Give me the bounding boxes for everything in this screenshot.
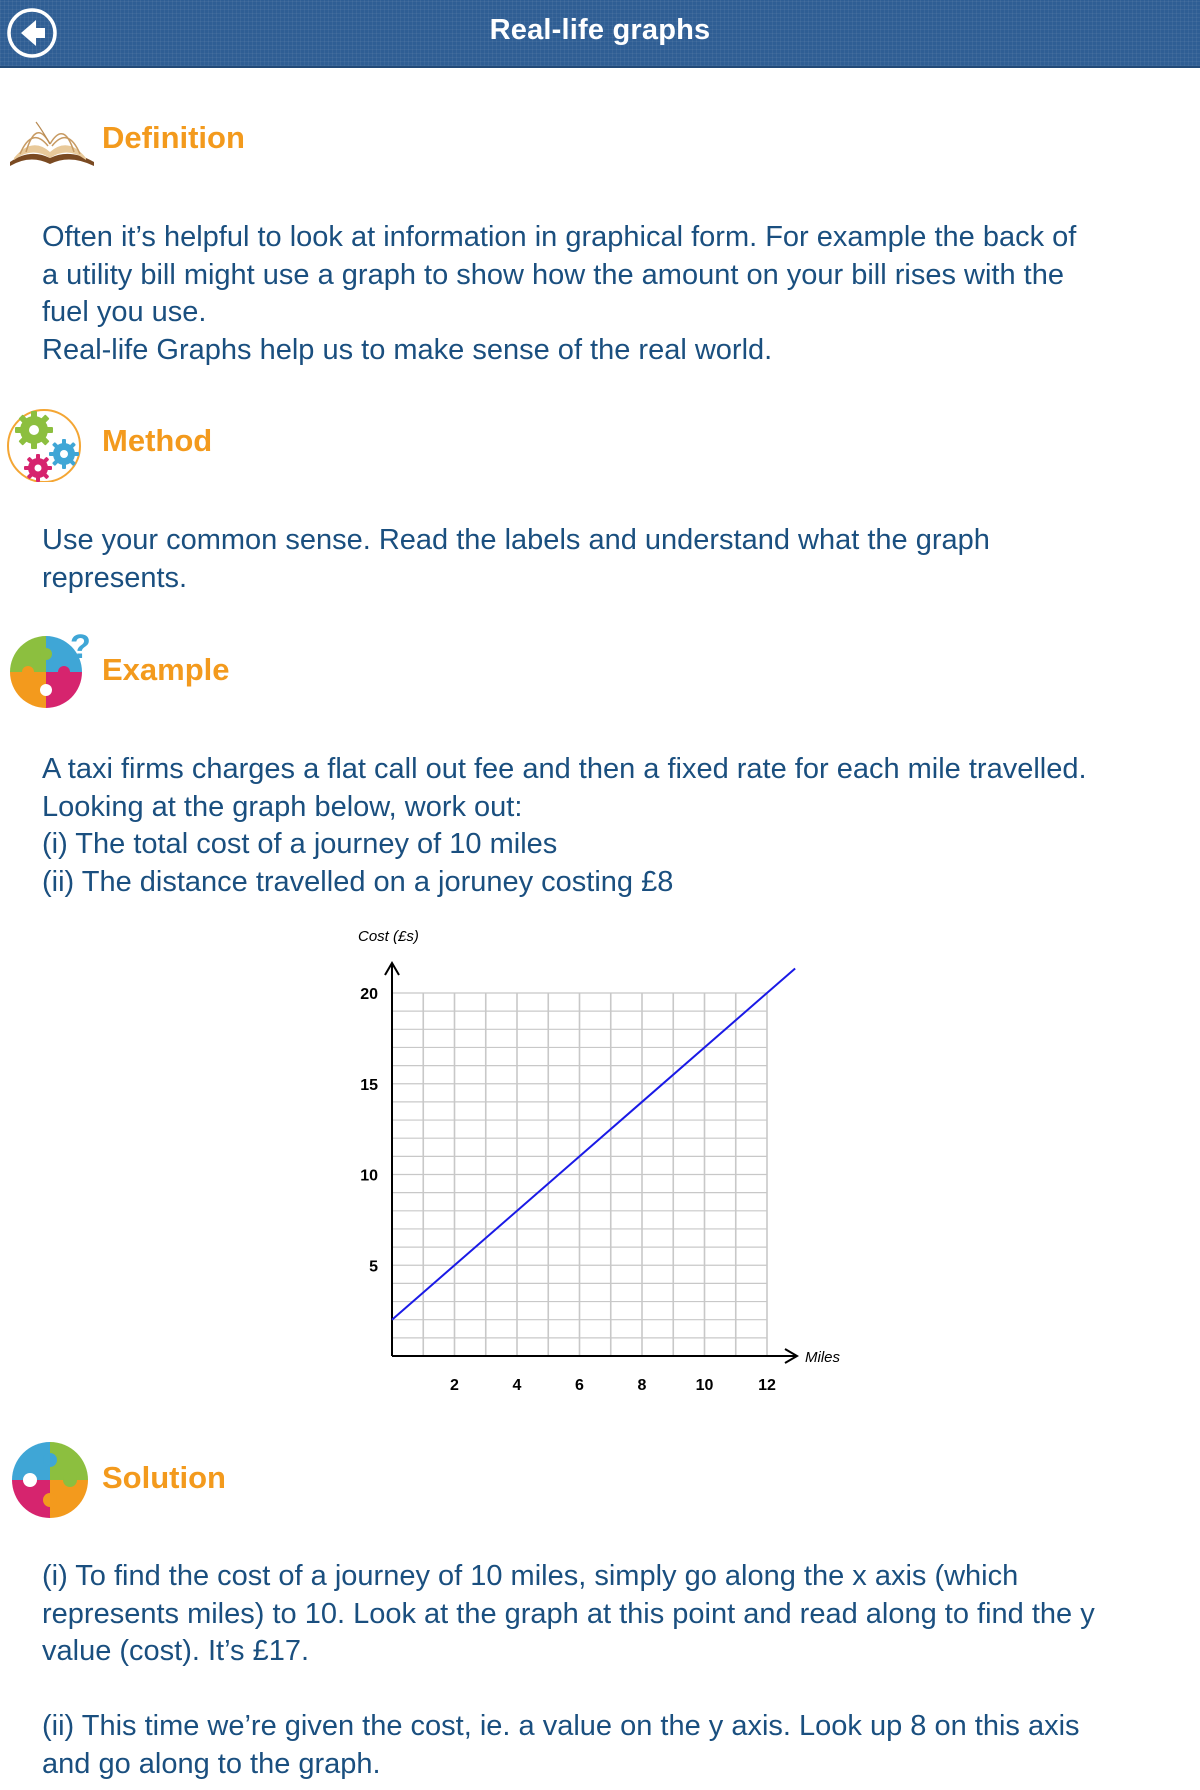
y-tick-label: 10 (360, 1167, 378, 1185)
y-tick-label: 20 (360, 986, 378, 1003)
x-axis-label: Miles (805, 1349, 841, 1366)
example-text (42, 751, 1192, 901)
x-tick-label: 12 (758, 1377, 776, 1394)
method-title: Method (102, 423, 213, 458)
cost-miles-graph (340, 925, 860, 1395)
text-line: and go along to the graph. (42, 1747, 381, 1780)
page-title: Real-life graphs (489, 14, 711, 46)
x-tick-label: 10 (695, 1377, 714, 1394)
text-line: Use your common sense. Read the labels and understand what the graph (42, 524, 990, 556)
solution-text-part-1 (42, 1558, 1192, 1671)
text-line: represents. (42, 561, 188, 594)
x-tick-label: 8 (637, 1377, 647, 1394)
series-line (392, 968, 795, 1319)
text-line: (ii) The distance travelled on a joruney costing £8 (42, 865, 674, 898)
puzzle-question-icon (6, 630, 94, 710)
svg-text:?: ? (70, 630, 91, 666)
method-header (0, 402, 1200, 482)
open-book-icon (6, 100, 94, 180)
text-line: value (cost). It’s £17. (42, 1635, 310, 1667)
text-line: a utility bill might use a graph to show how the amount on your bill rises with the (42, 258, 1064, 291)
definition-header (0, 100, 1200, 180)
text-line: (i) The total cost of a journey of 10 miles (42, 828, 558, 860)
solution-header (0, 1438, 1200, 1518)
top-bar (0, 0, 1200, 68)
x-tick-label: 2 (450, 1377, 459, 1394)
text-line: Often it’s helpful to look at information in graphical form. For example the back of (42, 221, 1077, 253)
example-header (0, 630, 1200, 710)
x-tick-label: 4 (512, 1377, 522, 1394)
text-line: represents miles) to 10. Look at the graph at this point and read along to find the y (42, 1597, 1095, 1630)
text-line: fuel you use. (42, 296, 207, 328)
y-tick-label: 15 (360, 1076, 378, 1094)
text-line: (ii) This time we’re given the cost, ie. a value on the y axis. Look up 8 on this axis (42, 1710, 1080, 1742)
y-axis-label: Cost (£s) (358, 928, 419, 945)
x-tick-label: 6 (575, 1377, 584, 1394)
text-line: (i) To find the cost of a journey of 10 miles, simply go along the x axis (which (42, 1560, 1019, 1592)
y-tick-label: 5 (369, 1258, 378, 1276)
solution-text-part-2 (42, 1708, 1192, 1783)
definition-text (42, 219, 1192, 369)
example-title: Example (102, 652, 230, 687)
method-text (42, 522, 1192, 597)
text-line: A taxi firms charges a flat call out fee and then a fixed rate for each mile travelled. (42, 753, 1087, 785)
text-line: Looking at the graph below, work out: (42, 790, 523, 823)
text-line: Real-life Graphs help us to make sense of the real world. (42, 333, 773, 366)
definition-title: Definition (102, 120, 245, 155)
puzzle-solution-icon (6, 1438, 94, 1518)
solution-title: Solution (102, 1460, 226, 1495)
gears-icon (6, 402, 94, 482)
